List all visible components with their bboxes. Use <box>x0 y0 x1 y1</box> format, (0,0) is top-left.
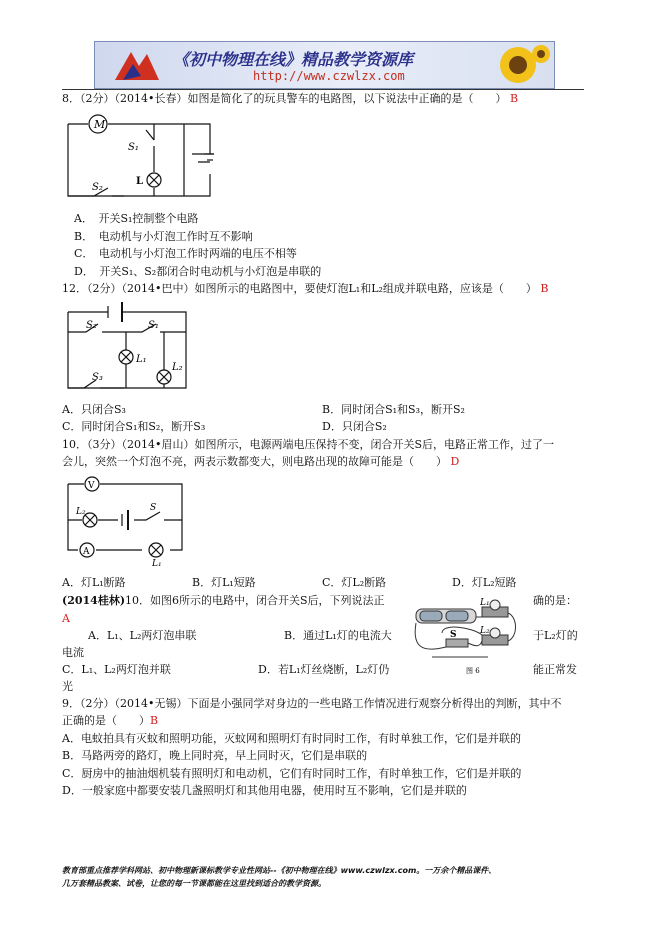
guilin-option-b-line2: 电流 <box>62 646 84 659</box>
q10-l2-label: L₂ <box>76 507 86 517</box>
q10-switch-label: S <box>150 503 157 513</box>
q10-stem-line2: 会儿，突然一个灯泡不亮，两表示数都变大，则电路出现的故障可能是（ ） D <box>62 455 460 468</box>
q9-option-b: B．马路两旁的路灯，晚上同时亮，早上同时灭，它们是串联的 <box>62 749 368 762</box>
guilin-figure-6 <box>412 597 522 677</box>
q8-lamp-label: L <box>136 176 144 187</box>
q9-stem-line2: 正确的是（ ）B <box>62 714 159 727</box>
header-banner <box>94 41 555 89</box>
q10-option-c: C．灯L₂断路 <box>322 576 387 589</box>
q12-stem: 12．（2分）（2014•巴中）如图所示的电路图中，要使灯泡L₁和L₂组成并联电路，应该是（ ） B <box>62 282 549 295</box>
guilin-option-b: B．通过L₁灯的电流大 <box>284 629 392 642</box>
guilin-stem: (2014桂林)10．如图6所示的电路中，闭合开关S后，下列说法正 <box>62 594 385 607</box>
q10-option-a: A．灯L₁断路 <box>62 576 126 589</box>
q10-ammeter-label: A <box>83 547 90 557</box>
q12-circuit-diagram <box>64 300 194 395</box>
q12-answer: B <box>540 282 549 295</box>
q10-option-d: D．灯L₂短路 <box>452 576 517 589</box>
q8-circuit-diagram <box>64 110 214 200</box>
logo-icon <box>109 42 169 88</box>
q12-l1-label: L₁ <box>136 354 147 365</box>
guilin-option-b-tail: 于L₂灯的 <box>533 629 578 642</box>
guilin-figure-caption: 图 6 <box>466 667 480 675</box>
header-rule <box>62 89 584 90</box>
q12-s2-label: S₂ <box>86 320 97 331</box>
guilin-answer: A <box>62 612 70 625</box>
guilin-switch-label: S <box>450 630 457 640</box>
q12-option-a: A．只闭合S₃ <box>62 403 126 416</box>
q12-option-b: B．同时闭合S₁和S₃，断开S₂ <box>322 403 465 416</box>
guilin-option-d-tail: 能正常发 <box>533 663 577 676</box>
q12-s1-label: S₁ <box>148 320 159 331</box>
guilin-option-d: D．若L₁灯丝烧断，L₂灯仍 <box>258 663 390 676</box>
header-url: http://www.czwlzx.com <box>253 69 405 83</box>
q9-option-a: A．电蚊拍具有灭蚊和照明功能，灭蚊网和照明灯有时同时工作，有时单独工作，它们是并联的 <box>62 732 521 745</box>
header-title: 《初中物理在线》精品教学资源库 <box>173 50 414 69</box>
guilin-source: (2014桂林) <box>62 594 126 607</box>
q12-option-c: C．同时闭合S₁和S₂，断开S₃ <box>62 420 206 433</box>
q8-option-b: B． 电动机与小灯泡工作时互不影响 <box>74 230 253 243</box>
guilin-l1-label: L₁ <box>480 598 490 608</box>
q10-answer: D <box>450 455 460 468</box>
q8-s2-label: S₂ <box>92 182 103 193</box>
guilin-l2-label: L₂ <box>480 626 490 636</box>
guilin-option-c: C．L₁、L₂两灯泡并联 <box>62 663 171 676</box>
q10-voltmeter-label: V <box>88 481 95 491</box>
q10-stem-line1: 10．（3分）（2014•眉山）如图所示，电源两端电压保持不变，闭合开关S后，电路正常工作，过了一 <box>62 438 555 451</box>
q8-stem: 8．（2分）（2014•长春）如图是简化了的玩具警车的电路图，以下说法中正确的是（ ） B <box>62 92 519 105</box>
footer-line1: 教育部重点推荐学科网站、初中物理新课标教学专业性网站--《初中物理在线》www.czwlzx.com。一万余个精品课件、 <box>62 866 497 875</box>
q10-circuit-diagram <box>64 476 194 568</box>
q8-option-a: A． 开关S₁控制整个电路 <box>74 212 199 225</box>
guilin-option-d-line2: 光 <box>62 680 73 693</box>
guilin-option-a: A．L₁、L₂两灯泡串联 <box>88 629 197 642</box>
q9-answer: B <box>150 714 159 727</box>
guilin-stem-tail: 确的是： <box>533 594 577 607</box>
q12-s3-label: S₃ <box>92 372 103 383</box>
q8-option-c: C． 电动机与小灯泡工作时两端的电压不相等 <box>74 247 297 260</box>
q8-s1-label: S₁ <box>128 142 139 153</box>
q9-option-d: D．一般家庭中都要安装几盏照明灯和其他用电器，使用时互不影响，它们是并联的 <box>62 784 467 797</box>
q10-option-b: B．灯L₁短路 <box>192 576 256 589</box>
q8-answer: B <box>509 92 519 105</box>
q9-option-c: C．厨房中的抽油烟机装有照明灯和电动机，它们有时同时工作，有时单独工作，它们是并联的 <box>62 767 522 780</box>
q10-l1-label: L₁ <box>152 559 162 568</box>
q8-motor-label: M <box>94 118 106 131</box>
sunflower-icon <box>483 42 553 88</box>
q8-option-d: D． 开关S₁、S₂都闭合时电动机与小灯泡是串联的 <box>74 265 322 278</box>
q9-stem-line1: 9．（2分）（2014•无锡）下面是小强同学对身边的一些电路工作情况进行观察分析得出的判断，其中不 <box>62 697 562 710</box>
q12-l2-label: L₂ <box>172 362 183 373</box>
footer-line2: 几万套精品教案、试卷，让您的每一节课都能在这里找到适合的教学资源。 <box>62 879 326 888</box>
q12-option-d: D．只闭合S₂ <box>322 420 387 433</box>
